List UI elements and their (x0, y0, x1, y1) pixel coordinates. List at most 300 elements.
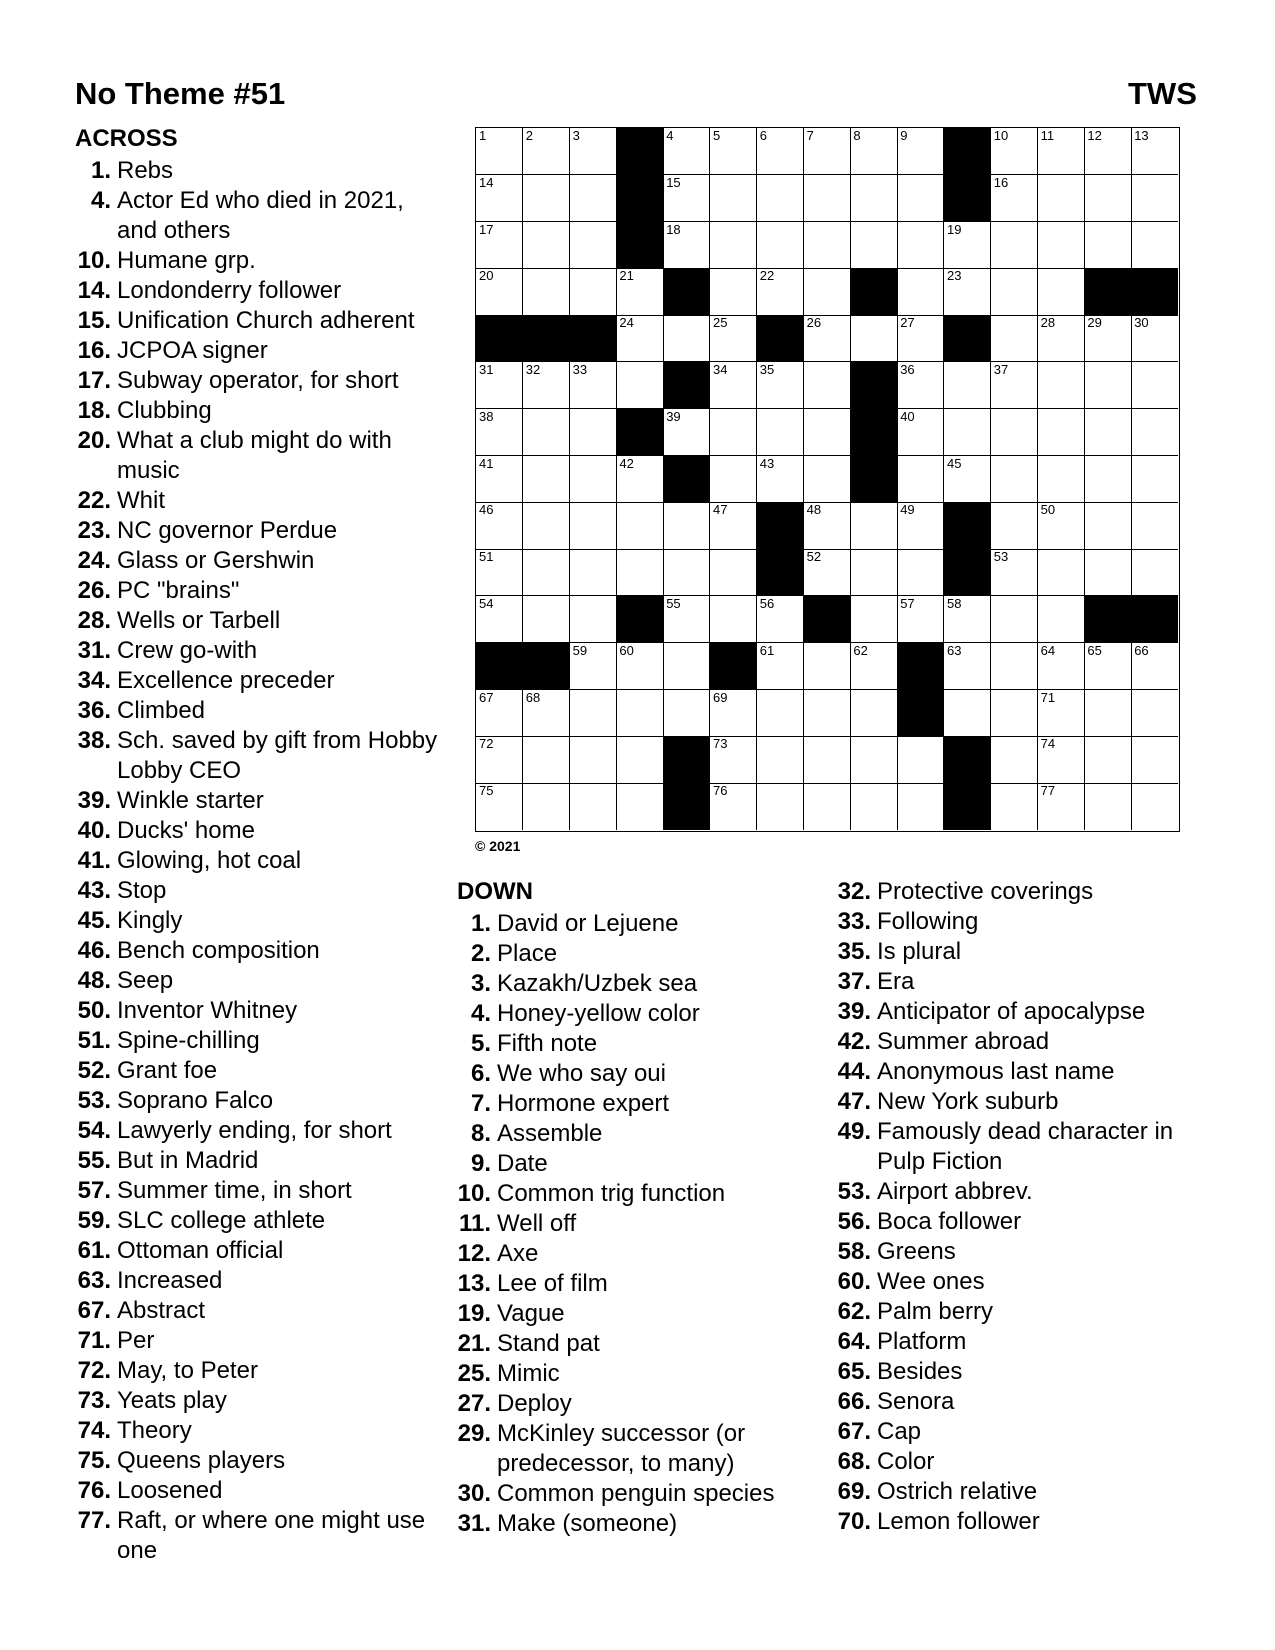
grid-cell[interactable] (476, 736, 523, 783)
grid-cell[interactable] (1038, 643, 1085, 690)
grid-cell[interactable] (1038, 502, 1085, 549)
grid-cell[interactable] (991, 222, 1038, 269)
grid-cell[interactable] (897, 549, 944, 596)
grid-cell[interactable] (1084, 690, 1131, 737)
grid-cell[interactable] (663, 222, 710, 269)
clue-item[interactable] (75, 1476, 445, 1506)
clue-item[interactable] (75, 1146, 445, 1176)
clue-item[interactable] (455, 1389, 810, 1419)
grid-cell[interactable] (523, 128, 570, 175)
grid-cell[interactable] (1038, 409, 1085, 456)
grid-cell[interactable] (1131, 643, 1178, 690)
grid-cell[interactable] (616, 643, 663, 690)
clue-text: Summer abroad (877, 1028, 1050, 1055)
clue-item[interactable] (455, 1029, 810, 1059)
clue-text: Place (497, 940, 558, 967)
grid-cell[interactable] (991, 502, 1038, 549)
grid-cell[interactable] (991, 783, 1038, 830)
grid-cell[interactable] (897, 315, 944, 362)
grid-cell[interactable] (804, 128, 851, 175)
grid-cell[interactable] (710, 128, 757, 175)
grid-cell[interactable] (757, 690, 804, 737)
cell-number: 5 (713, 128, 721, 143)
clue-item[interactable] (75, 1176, 445, 1206)
grid-cell[interactable] (897, 736, 944, 783)
grid-cell[interactable] (710, 315, 757, 362)
grid-cell[interactable] (570, 643, 617, 690)
grid-cell[interactable] (616, 783, 663, 830)
grid-cell[interactable] (1038, 690, 1085, 737)
grid-cell[interactable] (523, 175, 570, 222)
grid-cell[interactable] (570, 409, 617, 456)
clue-item[interactable] (75, 1266, 445, 1296)
clue-item[interactable] (75, 396, 445, 426)
clue-item[interactable] (75, 636, 445, 666)
grid-cell[interactable] (616, 362, 663, 409)
clue-item[interactable] (835, 937, 1205, 967)
clue-text: Winkle starter (117, 787, 264, 814)
grid-cell[interactable] (523, 783, 570, 830)
grid-cell[interactable] (991, 128, 1038, 175)
grid-cell[interactable] (804, 736, 851, 783)
clue-item[interactable] (75, 696, 445, 726)
grid-cell[interactable] (523, 362, 570, 409)
grid-cell[interactable] (991, 315, 1038, 362)
clue-item[interactable] (835, 1417, 1205, 1447)
clue-item[interactable] (75, 426, 445, 486)
grid-cell[interactable] (1084, 456, 1131, 503)
grid-cell[interactable] (1131, 736, 1178, 783)
grid-cell[interactable] (757, 409, 804, 456)
clue-item[interactable] (835, 967, 1205, 997)
grid-cell[interactable] (897, 222, 944, 269)
grid-cell[interactable] (944, 456, 991, 503)
clue-number: 6. (470, 1060, 491, 1087)
grid-cell[interactable] (757, 783, 804, 830)
grid-cell[interactable] (710, 596, 757, 643)
clue-item[interactable] (75, 1296, 445, 1326)
grid-cell[interactable] (616, 736, 663, 783)
grid-cell[interactable] (1131, 549, 1178, 596)
clue-item[interactable] (75, 1236, 445, 1266)
grid-cell[interactable] (1084, 549, 1131, 596)
grid-cell[interactable] (663, 549, 710, 596)
clue-item[interactable] (455, 1119, 810, 1149)
clue-item[interactable] (835, 1177, 1205, 1207)
grid-cell[interactable] (1131, 315, 1178, 362)
grid-cell[interactable] (1084, 128, 1131, 175)
grid-cell[interactable] (710, 736, 757, 783)
grid-cell[interactable] (476, 783, 523, 830)
clue-item[interactable] (75, 156, 445, 186)
grid-cell[interactable] (476, 690, 523, 737)
grid-cell[interactable] (710, 783, 757, 830)
grid-cell[interactable] (897, 175, 944, 222)
grid-cell[interactable] (570, 690, 617, 737)
grid-cell[interactable] (616, 315, 663, 362)
grid-cell[interactable] (710, 502, 757, 549)
grid-cell[interactable] (476, 409, 523, 456)
grid-cell[interactable] (710, 549, 757, 596)
clue-text: Axe (497, 1240, 539, 1267)
grid-cell[interactable] (1131, 362, 1178, 409)
clue-item[interactable] (455, 1269, 810, 1299)
grid-cell[interactable] (523, 690, 570, 737)
grid-cell[interactable] (804, 268, 851, 315)
clue-item[interactable] (75, 186, 445, 246)
grid-cell[interactable] (476, 549, 523, 596)
clue-item[interactable] (75, 1086, 445, 1116)
grid-cell[interactable] (523, 268, 570, 315)
clue-item[interactable] (455, 1149, 810, 1179)
grid-cell[interactable] (897, 409, 944, 456)
grid-cell[interactable] (663, 596, 710, 643)
clue-item[interactable] (75, 366, 445, 396)
clue-item[interactable] (75, 606, 445, 636)
clue-item[interactable] (835, 1447, 1205, 1477)
grid-cell[interactable] (663, 128, 710, 175)
grid-cell[interactable] (850, 222, 897, 269)
grid-cell[interactable] (570, 456, 617, 503)
grid-cell[interactable] (523, 502, 570, 549)
grid-cell[interactable] (476, 128, 523, 175)
grid-cell[interactable] (663, 690, 710, 737)
clue-item[interactable] (835, 1117, 1205, 1177)
clue-item[interactable] (75, 1026, 445, 1056)
grid-cell[interactable] (897, 596, 944, 643)
cell-number: 22 (759, 268, 775, 284)
clue-item[interactable] (835, 1327, 1205, 1357)
grid-cell[interactable] (1038, 222, 1085, 269)
grid-cell[interactable] (663, 315, 710, 362)
grid-cell[interactable] (710, 362, 757, 409)
grid-cell[interactable] (944, 268, 991, 315)
grid-cell[interactable] (476, 456, 523, 503)
grid-cell[interactable] (1084, 502, 1131, 549)
grid-cell[interactable] (991, 690, 1038, 737)
grid-cell[interactable] (1038, 268, 1085, 315)
clue-item[interactable] (835, 1297, 1205, 1327)
clue-item[interactable] (455, 909, 810, 939)
grid-cell[interactable] (1131, 783, 1178, 830)
grid-cell[interactable] (1038, 315, 1085, 362)
clue-item[interactable] (75, 246, 445, 276)
clue-item[interactable] (75, 1416, 445, 1446)
clue-item[interactable] (75, 546, 445, 576)
grid-cell[interactable] (570, 736, 617, 783)
grid-cell[interactable] (897, 362, 944, 409)
clue-item[interactable] (455, 1209, 810, 1239)
grid-cell[interactable] (476, 362, 523, 409)
grid-cell[interactable] (570, 596, 617, 643)
grid-cell[interactable] (663, 502, 710, 549)
clue-item[interactable] (455, 1179, 810, 1209)
clue-item[interactable] (75, 876, 445, 906)
grid-cell[interactable] (850, 175, 897, 222)
clue-item[interactable] (75, 1356, 445, 1386)
clue-item[interactable] (75, 846, 445, 876)
grid-cell[interactable] (757, 128, 804, 175)
grid-cell[interactable] (1084, 783, 1131, 830)
grid-cell[interactable] (897, 456, 944, 503)
grid-cell[interactable] (1084, 175, 1131, 222)
clue-item[interactable] (75, 966, 445, 996)
grid-cell[interactable] (616, 549, 663, 596)
grid-cell[interactable] (710, 175, 757, 222)
clue-item[interactable] (835, 1087, 1205, 1117)
grid-cell[interactable] (850, 690, 897, 737)
grid-cell[interactable] (897, 502, 944, 549)
grid-cell[interactable] (570, 362, 617, 409)
grid-cell[interactable] (804, 502, 851, 549)
grid-cell[interactable] (1038, 128, 1085, 175)
cell-number: 24 (619, 315, 634, 331)
grid-cell[interactable] (523, 549, 570, 596)
grid-cell[interactable] (1131, 128, 1178, 175)
clue-text: Boca follower (877, 1208, 1022, 1235)
grid-cell[interactable] (804, 315, 851, 362)
clue-item[interactable] (75, 1326, 445, 1356)
clue-item[interactable] (455, 1059, 810, 1089)
clue-item[interactable] (835, 1207, 1205, 1237)
clue-item[interactable] (75, 1386, 445, 1416)
grid-cell[interactable] (663, 175, 710, 222)
black-square (1131, 268, 1178, 315)
grid-cell[interactable] (804, 690, 851, 737)
clue-item[interactable] (75, 516, 445, 546)
clue-item[interactable] (455, 1299, 810, 1329)
grid-cell[interactable] (757, 222, 804, 269)
clue-item[interactable] (835, 1387, 1205, 1417)
grid-cell[interactable] (710, 456, 757, 503)
clue-text: Glass or Gershwin (117, 547, 315, 574)
grid-cell[interactable] (757, 175, 804, 222)
grid-cell[interactable] (757, 596, 804, 643)
clue-text: Platform (877, 1328, 967, 1355)
grid-cell[interactable] (1131, 409, 1178, 456)
clue-item[interactable] (835, 1057, 1205, 1087)
grid-cell[interactable] (1084, 643, 1131, 690)
clue-number: 10. (457, 1180, 491, 1207)
grid-cell[interactable] (757, 643, 804, 690)
clue-item[interactable] (835, 1507, 1205, 1537)
clue-text: Humane grp. (117, 247, 256, 274)
grid-cell[interactable] (1084, 409, 1131, 456)
clue-item[interactable] (835, 907, 1205, 937)
grid-cell[interactable] (804, 783, 851, 830)
grid-cell[interactable] (1038, 175, 1085, 222)
clue-item[interactable] (455, 939, 810, 969)
grid-cell[interactable] (944, 362, 991, 409)
grid-cell[interactable] (710, 690, 757, 737)
cell-number: 21 (619, 268, 634, 284)
clue-number: 46. (77, 937, 111, 964)
clue-item[interactable] (75, 336, 445, 366)
clue-item[interactable] (455, 1359, 810, 1389)
clue-item[interactable] (835, 997, 1205, 1027)
grid-cell[interactable] (523, 456, 570, 503)
grid-cell[interactable] (850, 549, 897, 596)
grid-cell[interactable] (1131, 502, 1178, 549)
grid-cell[interactable] (804, 222, 851, 269)
clue-item[interactable] (75, 306, 445, 336)
clue-item[interactable] (835, 1027, 1205, 1057)
clue-item[interactable] (455, 1479, 810, 1509)
grid-cell[interactable] (1131, 175, 1178, 222)
grid-cell[interactable] (1131, 456, 1178, 503)
grid-cell[interactable] (1084, 315, 1131, 362)
grid-cell[interactable] (804, 175, 851, 222)
grid-cell[interactable] (570, 268, 617, 315)
grid-cell[interactable] (897, 268, 944, 315)
grid-cell[interactable] (523, 222, 570, 269)
clue-item[interactable] (75, 906, 445, 936)
grid-cell[interactable] (1084, 362, 1131, 409)
grid-cell[interactable] (476, 502, 523, 549)
grid-cell[interactable] (523, 409, 570, 456)
grid-cell[interactable] (804, 362, 851, 409)
grid-cell[interactable] (663, 643, 710, 690)
grid-cell[interactable] (476, 222, 523, 269)
clue-item[interactable] (835, 877, 1205, 907)
grid-cell[interactable] (757, 268, 804, 315)
grid-cell[interactable] (991, 549, 1038, 596)
clue-item[interactable] (455, 969, 810, 999)
grid-cell[interactable] (476, 268, 523, 315)
grid-cell[interactable] (616, 268, 663, 315)
grid-cell[interactable] (710, 268, 757, 315)
clue-text: Ottoman official (117, 1237, 284, 1264)
cell-number: 58 (947, 596, 962, 611)
clue-item[interactable] (75, 936, 445, 966)
grid-cell[interactable] (1084, 222, 1131, 269)
clue-number: 45. (77, 907, 111, 934)
clue-item[interactable] (75, 786, 445, 816)
grid-cell[interactable] (944, 690, 991, 737)
grid-cell[interactable] (710, 222, 757, 269)
clue-item[interactable] (75, 1056, 445, 1086)
grid-cell[interactable] (616, 690, 663, 737)
grid-cell[interactable] (710, 409, 757, 456)
clue-item[interactable] (835, 1477, 1205, 1507)
grid-cell[interactable] (476, 175, 523, 222)
clue-item[interactable] (75, 1446, 445, 1476)
grid-cell[interactable] (570, 128, 617, 175)
grid-cell[interactable] (991, 268, 1038, 315)
grid-cell[interactable] (944, 409, 991, 456)
grid-cell[interactable] (850, 736, 897, 783)
grid-cell[interactable] (1131, 690, 1178, 737)
clue-item[interactable] (75, 486, 445, 516)
clue-item[interactable] (835, 1267, 1205, 1297)
grid-cell[interactable] (663, 409, 710, 456)
grid-cell[interactable] (757, 736, 804, 783)
grid-cell[interactable] (850, 502, 897, 549)
grid-cell[interactable] (757, 362, 804, 409)
grid-cell[interactable] (570, 502, 617, 549)
grid-cell[interactable] (570, 175, 617, 222)
grid-cell[interactable] (1131, 222, 1178, 269)
clue-item[interactable] (455, 1239, 810, 1269)
cell-number: 57 (900, 596, 915, 611)
cell-number: 68 (525, 689, 541, 705)
black-square (1084, 596, 1131, 643)
grid-cell[interactable] (1084, 736, 1131, 783)
clue-number: 29. (457, 1420, 491, 1447)
clue-item[interactable] (75, 1116, 445, 1146)
grid-cell[interactable] (850, 596, 897, 643)
grid-cell[interactable] (991, 409, 1038, 456)
publisher-brand: TWS (1128, 76, 1197, 111)
clue-item[interactable] (75, 666, 445, 696)
grid-cell[interactable] (1038, 783, 1085, 830)
grid-cell[interactable] (991, 643, 1038, 690)
grid-cell[interactable] (523, 736, 570, 783)
grid-cell[interactable] (570, 783, 617, 830)
grid-cell[interactable] (944, 222, 991, 269)
grid-cell[interactable] (1038, 549, 1085, 596)
grid-cell[interactable] (804, 643, 851, 690)
grid-cell[interactable] (850, 128, 897, 175)
grid-cell[interactable] (616, 502, 663, 549)
grid-cell[interactable] (850, 315, 897, 362)
grid-cell[interactable] (897, 128, 944, 175)
clue-item[interactable] (75, 576, 445, 606)
clue-item[interactable] (75, 726, 445, 786)
grid-cell[interactable] (897, 783, 944, 830)
grid-cell[interactable] (991, 736, 1038, 783)
grid-cell[interactable] (476, 596, 523, 643)
grid-cell[interactable] (616, 456, 663, 503)
grid-cell[interactable] (850, 783, 897, 830)
cell-number: 33 (572, 362, 588, 377)
clue-item[interactable] (455, 1419, 810, 1479)
clue-item[interactable] (455, 999, 810, 1029)
grid-cell[interactable] (1038, 456, 1085, 503)
clue-item[interactable] (835, 1237, 1205, 1267)
clue-item[interactable] (455, 1089, 810, 1119)
cell-number: 72 (479, 736, 494, 752)
cell-number: 31 (479, 362, 494, 377)
clue-item[interactable] (75, 816, 445, 846)
grid-cell[interactable] (944, 596, 991, 643)
grid-cell[interactable] (570, 549, 617, 596)
grid-cell[interactable] (991, 456, 1038, 503)
black-square (944, 315, 991, 362)
grid-cell[interactable] (1038, 736, 1085, 783)
grid-cell[interactable] (991, 362, 1038, 409)
grid-cell[interactable] (991, 596, 1038, 643)
grid-cell[interactable] (804, 549, 851, 596)
grid-cell[interactable] (1038, 596, 1085, 643)
grid-cell[interactable] (804, 409, 851, 456)
grid-cell[interactable] (804, 456, 851, 503)
clue-item[interactable] (835, 1357, 1205, 1387)
grid-cell[interactable] (757, 456, 804, 503)
clue-item[interactable] (75, 1206, 445, 1236)
clue-item[interactable] (455, 1509, 810, 1539)
grid-cell[interactable] (523, 596, 570, 643)
clue-item[interactable] (75, 996, 445, 1026)
grid-cell[interactable] (570, 222, 617, 269)
clue-item[interactable] (455, 1329, 810, 1359)
grid-cell[interactable] (850, 643, 897, 690)
grid-cell[interactable] (1038, 362, 1085, 409)
grid-cell[interactable] (944, 643, 991, 690)
clue-item[interactable] (75, 1506, 445, 1566)
grid-cell[interactable] (991, 175, 1038, 222)
clue-item[interactable] (75, 276, 445, 306)
